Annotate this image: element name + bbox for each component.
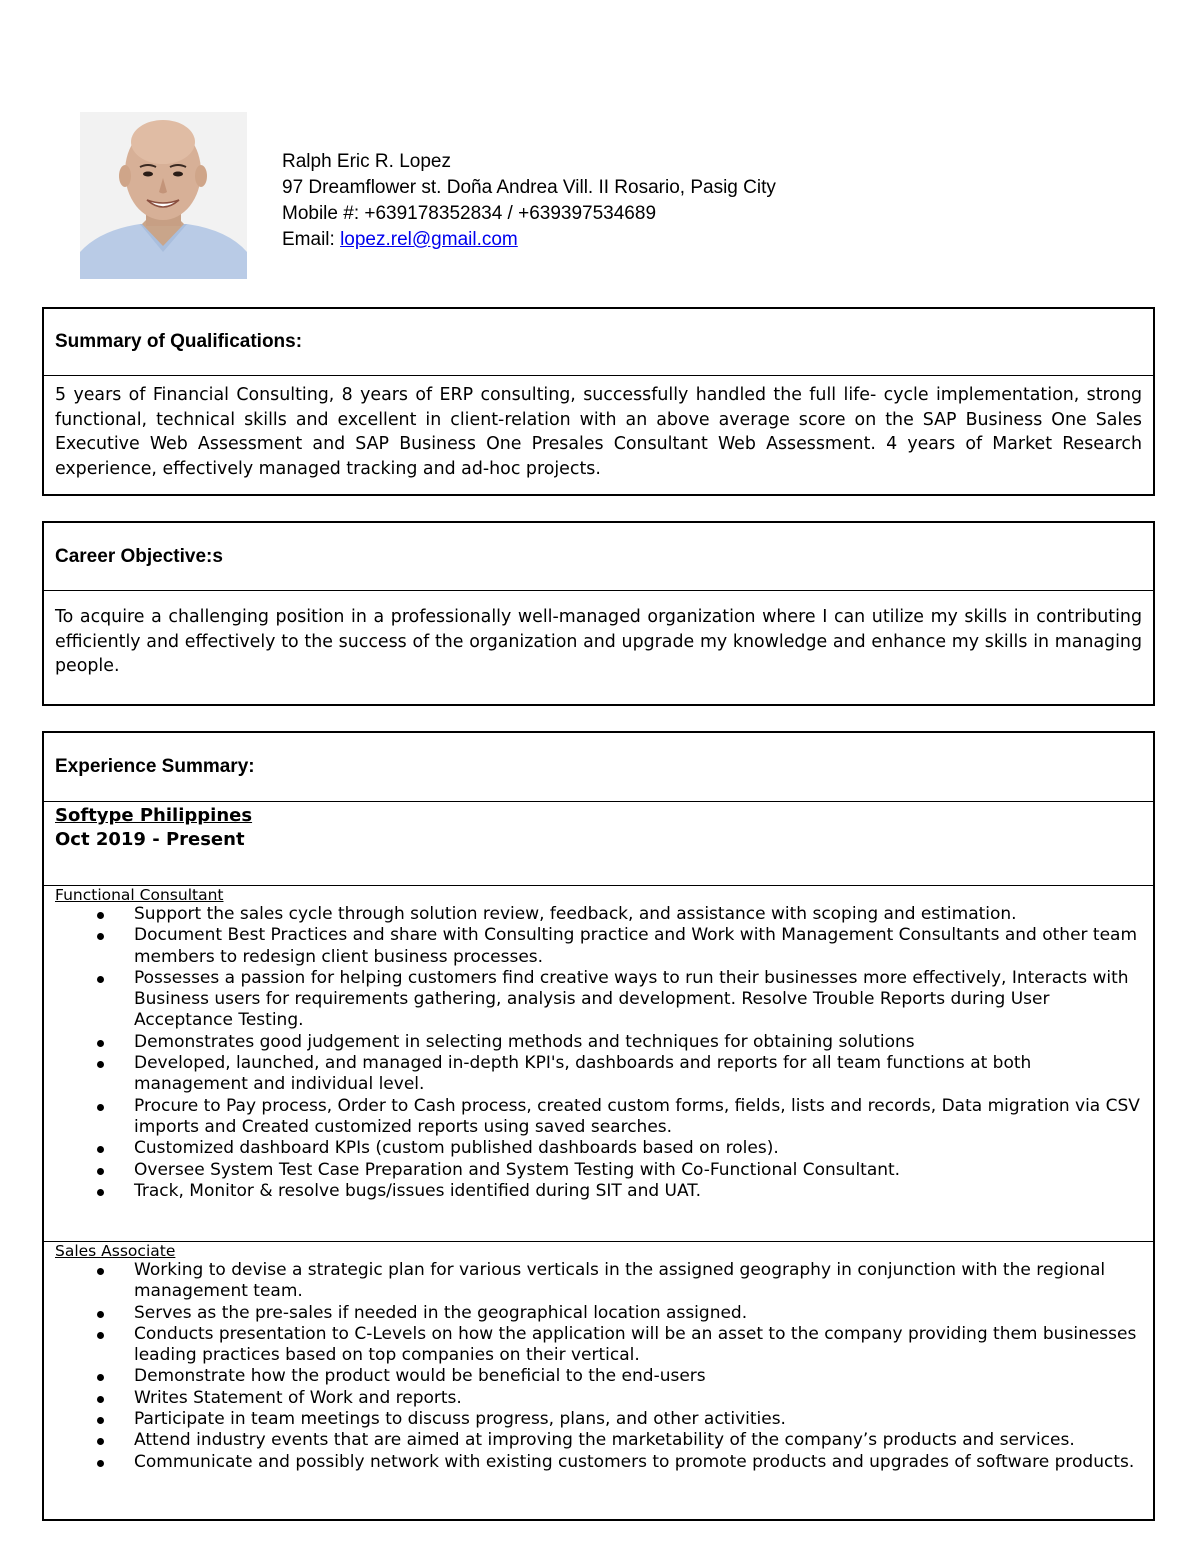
contact-block [282,149,776,253]
applicant-name: Ralph Eric R. Lopez [282,151,451,172]
list-item: Support the sales cycle through solution review, feedback, and assistance with scoping and estimation. [55,904,1149,925]
profile-photo [80,112,247,279]
list-item: Attend industry events that are aimed at improving the marketability of the company’s products and services. [55,1430,1149,1451]
list-item: Demonstrates good judgement in selecting methods and techniques for obtaining solutions [55,1032,1149,1053]
list-item: Customized dashboard KPIs (custom published dashboards based on roles). [55,1138,1149,1159]
list-item: Participate in team meetings to discuss progress, plans, and other activities. [55,1409,1149,1430]
mobile-line [282,201,776,227]
list-item: Writes Statement of Work and reports. [55,1388,1149,1409]
role-bullet-list [55,904,1149,1202]
mobile-numbers: +639178352834 / +639397534689 [364,203,657,224]
experience-title: Experience Summary: [44,733,1153,802]
email-line [282,227,776,253]
list-item: Oversee System Test Case Preparation and System Testing with Co-Functional Consultant. [55,1160,1149,1181]
list-item: Possesses a passion for helping customers find creative ways to run their businesses more effectively, Interacts with Business users for requirements gathering, analysis and development. Resolve Trouble Reports during User Acceptance Testing. [55,968,1149,1032]
role-functional-consultant [44,887,1153,1242]
list-item: Procure to Pay process, Order to Cash process, created custom forms, fields, lists and records, Data migration via CSV imports and Created customized reports using saved searches. [55,1096,1149,1139]
objective-section [42,521,1155,706]
role-sales-associate [44,1243,1153,1473]
experience-section [42,731,1155,1521]
list-item: Document Best Practices and share with Consulting practice and Work with Management Consultants and other team members to redesign client business processes. [55,925,1149,968]
address: 97 Dreamflower st. Doña Andrea Vill. II Rosario, Pasig City [282,177,776,198]
mobile-label: Mobile #: [282,203,365,224]
email-link[interactable]: lopez.rel@gmail.com [340,229,518,250]
email-label: Email: [282,229,341,250]
role-bullet-list [55,1260,1149,1473]
qualifications-text: 5 years of Financial Consulting, 8 years of ERP consulting, successfully handled the full life- cycle implementation, strong functional, technical skills and excellent in client-relation with an above average score on the SAP Business One Sales Executive Web Assessment and SAP Business One Presales Consultant Web Assessment. 4 years of Market Research experience, effectively managed tracking and ad-hoc projects. [55,385,1142,479]
list-item: Developed, launched, and managed in-depth KPI's, dashboards and reports for all team functions at both management and individual level. [55,1053,1149,1096]
role-title: Sales Associate [55,1242,176,1260]
qualifications-section [42,307,1155,496]
list-item: Communicate and possibly network with existing customers to promote products and upgrades of software products. [55,1452,1149,1473]
list-item: Conducts presentation to C-Levels on how the application will be an asset to the company providing them businesses leading practices based on top companies on their vertical. [55,1324,1149,1367]
list-item: Demonstrate how the product would be beneficial to the end-users [55,1366,1149,1387]
role-title: Functional Consultant [55,886,224,904]
objective-title: Career Objective:s [44,523,1153,591]
list-item: Track, Monitor & resolve bugs/issues identified during SIT and UAT. [55,1181,1149,1202]
objective-text: To acquire a challenging position in a professionally well-managed organization where I can utilize my skills in contributing efficiently and effectively to the success of the organization and upgrade my knowledge and enhance my skills in managing people. [55,607,1142,676]
company-name: Softype Philippines [55,805,253,826]
qualifications-title: Summary of Qualifications: [44,309,1153,376]
list-item: Serves as the pre-sales if needed in the geographical location assigned. [55,1303,1149,1324]
list-item: Working to devise a strategic plan for various verticals in the assigned geography in conjunction with the regional management team. [55,1260,1149,1303]
company-block [44,802,1153,886]
employment-period: Oct 2019 - Present [55,829,245,850]
